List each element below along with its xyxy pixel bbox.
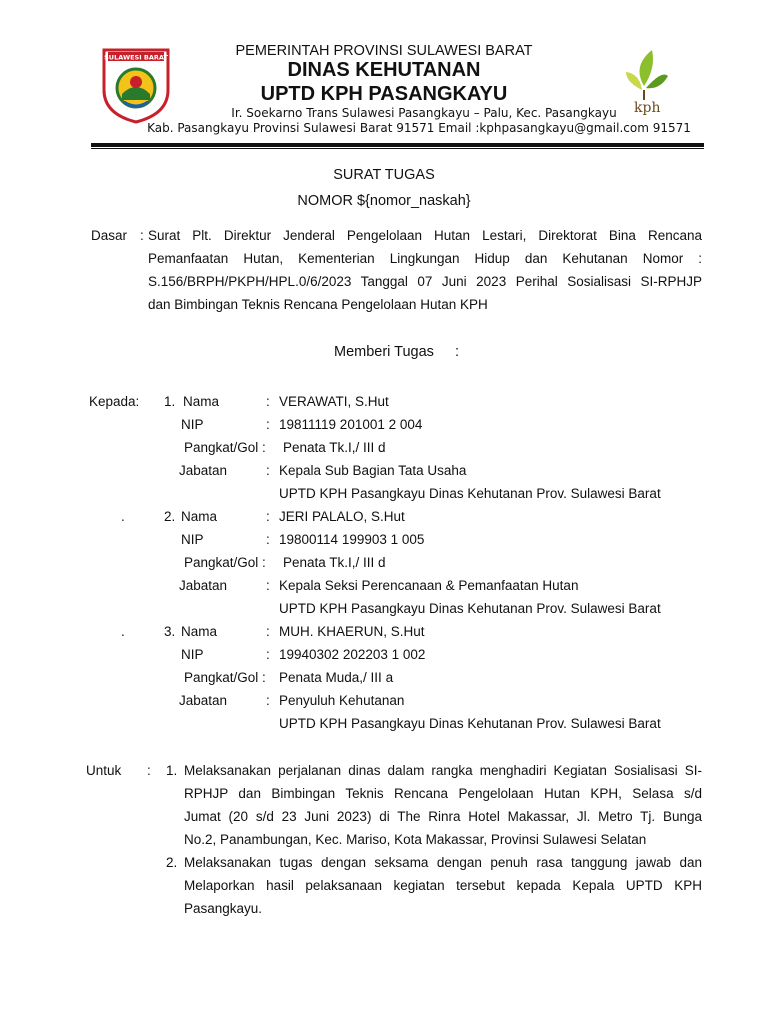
kepada-label: Kepada: [89, 394, 140, 409]
untuk-item-2-line-1: Melaksanakan tugas dengan seksama dengan penuh rasa tanggung jawab dan [184, 855, 702, 870]
untuk-item-2-number: 2. [166, 855, 178, 870]
person-1-jabatan-label: Jabatan [179, 463, 228, 478]
colon: : [266, 624, 270, 639]
untuk-label: Untuk [86, 763, 122, 778]
person-2-jabatan: Kepala Seksi Perencanaan & Pemanfaatan Hutan [279, 578, 579, 593]
colon: : [266, 532, 270, 547]
dasar-line-1: Surat Plt. Direktur Jenderal Pengelolaan Hutan Lestari, Direktorat Bina Rencana [148, 228, 702, 243]
person-2-jabatan-label: Jabatan [179, 578, 228, 593]
person-3-pangkat: Penata Muda,/ III a [279, 670, 394, 685]
person-3-number: 3. [164, 624, 176, 639]
person-1-unit: UPTD KPH Pasangkayu Dinas Kehutanan Prov. Sulawesi Barat [279, 486, 661, 501]
untuk-item-1-line-4: No.2, Panambungan, Kec. Mariso, Kota Makassar, Provinsi Sulawesi Selatan [184, 832, 647, 847]
person-2-number: 2. [164, 509, 176, 524]
person-2-pangkat-label: Pangkat/Gol : [184, 555, 266, 570]
header-unit: UPTD KPH PASANGKAYU [260, 83, 508, 105]
person-2-nip: 19800114 199903 1 005 [279, 532, 425, 547]
colon: : [266, 693, 270, 708]
person-3-nama: MUH. KHAERUN, S.Hut [279, 624, 425, 639]
colon: : [266, 417, 270, 432]
header-address-line2: Kab. Pasangkayu Provinsi Sulawesi Barat 91571 Email :kphpasangkayu@gmail.com 91571 [147, 121, 691, 135]
person-1-number: 1. [164, 394, 176, 409]
dasar-colon: : [140, 228, 144, 243]
untuk-item-2-line-3: Pasangkayu. [184, 901, 263, 916]
person-1-nama: VERAWATI, S.Hut [279, 394, 389, 409]
memberi-tugas-heading: Memberi Tugas [334, 344, 434, 360]
person-1-pangkat: Penata Tk.I,/ III d [283, 440, 386, 455]
dasar-label: Dasar [91, 228, 128, 243]
colon: : [266, 463, 270, 478]
header-government: PEMERINTAH PROVINSI SULAWESI BARAT [235, 43, 533, 59]
person-2-nip-label: NIP [181, 532, 204, 547]
colon: : [266, 578, 270, 593]
person-1-nama-label: Nama [183, 394, 220, 409]
header-divider [91, 143, 704, 149]
dasar-line-3: S.156/BRPH/PKPH/HPL.0/6/2023 Tanggal 07 Juni 2023 Perihal Sosialisasi SI-RPHJP [148, 274, 702, 289]
untuk-item-1-line-1: Melaksanakan perjalanan dinas dalam rangka menghadiri Kegiatan Sosialisasi SI- [184, 763, 702, 778]
header-agency: DINAS KEHUTANAN [287, 59, 481, 81]
dasar-line-4: dan Bimbingan Teknis Rencana Pengelolaan Hutan KPH [148, 297, 488, 312]
person-1-pangkat-label: Pangkat/Gol : [184, 440, 266, 455]
person-3-pangkat-label: Pangkat/Gol : [184, 670, 266, 685]
document-number: NOMOR ${nomor_naskah} [297, 193, 471, 209]
untuk-item-2-line-2: Melaporkan hasil pelaksanaan kegiatan tersebut kepada Kepala UPTD KPH [184, 878, 702, 893]
document-title: SURAT TUGAS [333, 167, 435, 183]
person-2-pangkat: Penata Tk.I,/ III d [283, 555, 386, 570]
untuk-item-1-line-2: RPHJP dan Bimbingan Teknis Rencana Pengelolaan Hutan KPH, Selasa s/d [184, 786, 702, 801]
person-3-nama-label: Nama [181, 624, 218, 639]
person-2-nama-label: Nama [181, 509, 218, 524]
person-3-jabatan: Penyuluh Kehutanan [279, 693, 405, 708]
person-3-unit: UPTD KPH Pasangkayu Dinas Kehutanan Prov. Sulawesi Barat [279, 716, 661, 731]
colon: : [266, 647, 270, 662]
untuk-item-1-line-3: Jumat (20 s/d 23 Juni 2023) di The Rinra Hotel Makassar, Jl. Metro Tj. Bunga [184, 809, 702, 824]
untuk-colon: : [147, 763, 151, 778]
person-3-nip-label: NIP [181, 647, 204, 662]
person-3-jabatan-label: Jabatan [179, 693, 228, 708]
svg-text:kph: kph [634, 100, 661, 116]
person-2-nama: JERI PALALO, S.Hut [279, 509, 405, 524]
person-3-nip: 19940302 202203 1 002 [279, 647, 426, 662]
svg-text:SULAWESI BARAT: SULAWESI BARAT [104, 53, 168, 62]
person-1-nip-label: NIP [181, 417, 204, 432]
person-2-marker: . [121, 509, 125, 524]
person-1-nip: 19811119 201001 2 004 [279, 417, 423, 432]
header-address-line1: Ir. Soekarno Trans Sulawesi Pasangkayu – Palu, Kec. Pasangkayu [231, 106, 617, 120]
colon: : [266, 394, 270, 409]
untuk-item-1-number: 1. [166, 763, 178, 778]
colon: : [266, 509, 270, 524]
person-1-jabatan: Kepala Sub Bagian Tata Usaha [279, 463, 467, 478]
dasar-line-2: Pemanfaatan Hutan, Kementerian Lingkungan Hidup dan Kehutanan Nomor : [148, 251, 702, 266]
memberi-tugas-colon: : [455, 344, 460, 360]
person-3-marker: . [121, 624, 125, 639]
person-2-unit: UPTD KPH Pasangkayu Dinas Kehutanan Prov. Sulawesi Barat [279, 601, 661, 616]
